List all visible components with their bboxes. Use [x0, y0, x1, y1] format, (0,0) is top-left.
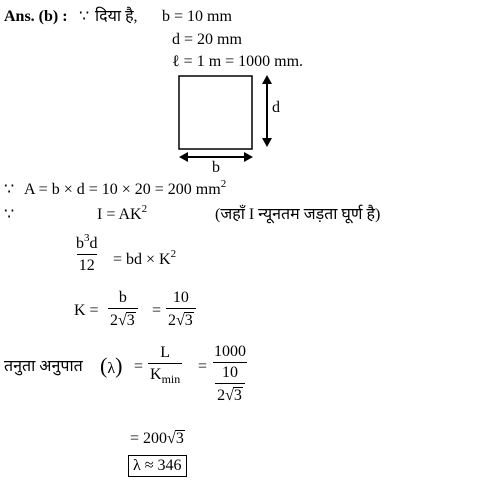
final-answer-box: λ ≈ 346: [128, 455, 187, 477]
eq2-f2-denominator: 2√3: [166, 308, 196, 329]
given-text: दिया है,: [95, 8, 138, 25]
square-section: [179, 76, 252, 149]
slenderness-label: तनुता अनुपात: [4, 358, 83, 375]
eq2-fraction-2: [166, 290, 196, 329]
eq1-rhs: = bd × $K^2$: [113, 248, 177, 268]
eq3-compound-fraction: [212, 344, 248, 404]
eq2-fraction-1: [108, 290, 138, 329]
area-because: ∵: [4, 181, 15, 198]
eq2-f2-numerator: 10: [172, 289, 189, 306]
eq3-numerator-l: L: [160, 344, 170, 361]
eq4-result: = 200√3: [130, 430, 184, 447]
eq2-lhs: K =: [74, 302, 99, 319]
inertia-exponent: 2: [141, 203, 148, 215]
inertia-note: (जहाँ I न्यूनतम जड़ता घूर्ण है): [215, 206, 381, 223]
eq2-equals: =: [152, 302, 162, 319]
eq3-inner-numerator: 10: [222, 364, 238, 381]
eq3-equals-1: =: [134, 358, 144, 375]
given-d: d = 20 mm: [172, 31, 242, 48]
inertia-text: I = AK: [97, 206, 142, 223]
given-length: ℓ = 1 m = 1000 mm.: [172, 53, 304, 70]
area-text: A = b × d = 10 × 20 = 200 mm: [24, 181, 221, 198]
eq3-equals-2: =: [198, 358, 208, 375]
inertia-because: ∵: [4, 206, 15, 223]
eq3-fraction-l-k: [148, 344, 182, 386]
lambda-parenthesized: (λ): [100, 353, 123, 378]
answer-label: Ans. (b) :: [4, 8, 68, 25]
eq3-inner-denominator: 2√3: [215, 383, 245, 404]
eq1-fraction: [74, 232, 100, 274]
eq3-num-1000: 1000: [214, 343, 246, 360]
label-d: d: [272, 99, 280, 116]
eq2-f1-numerator: b: [118, 289, 127, 306]
area-equation: [24, 178, 227, 198]
given-b: b = 10 mm: [162, 8, 232, 25]
cross-section-diagram: [170, 72, 290, 182]
label-b: b: [212, 159, 220, 176]
eq2-f1-denominator: 2√3: [108, 308, 138, 329]
eq1-denominator: 12: [77, 254, 97, 274]
eq1-numerator: $b^3d$: [76, 232, 98, 252]
inertia-equation: [97, 203, 148, 223]
because-symbol: ∵: [79, 8, 90, 25]
d-dimension-arrow: [262, 75, 272, 147]
eq3-inner-fraction: [213, 362, 247, 404]
area-exponent: 2: [220, 178, 227, 190]
eq3-denominator-kmin: $K_{min}$: [148, 363, 182, 383]
